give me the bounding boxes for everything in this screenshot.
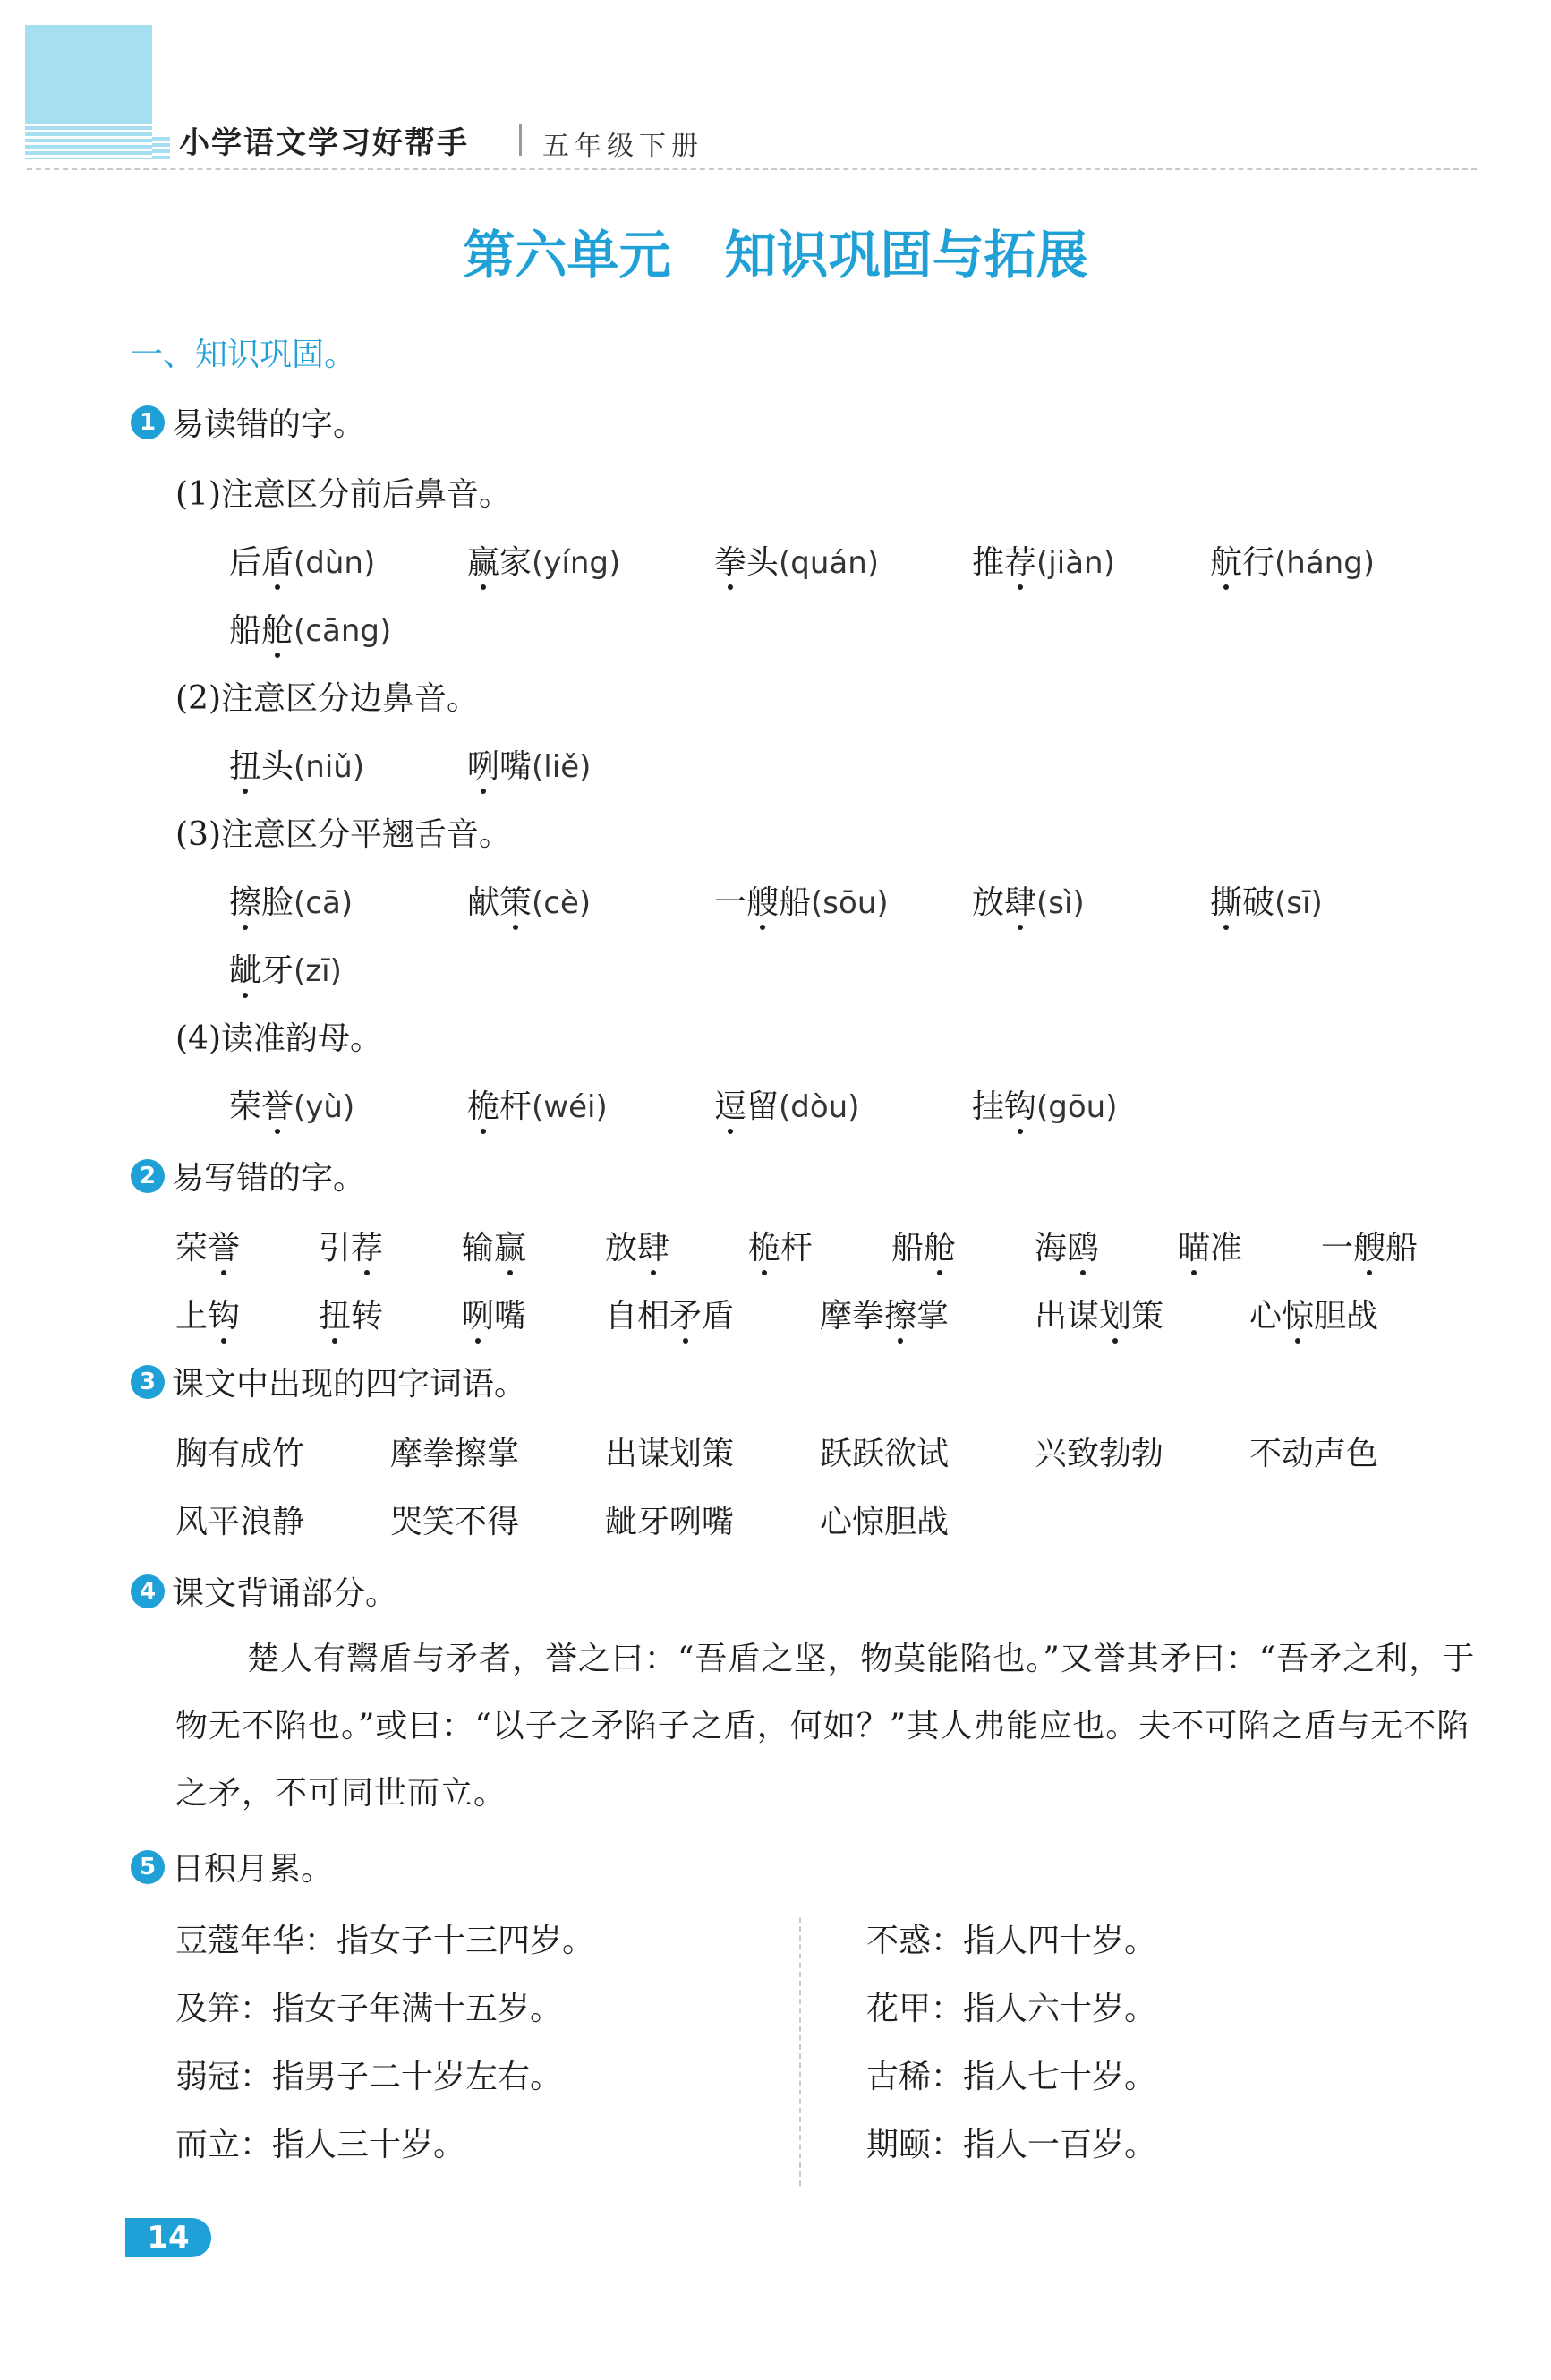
pinyin-word: 推荐(jiàn) [972,544,1115,581]
pinyin-word: 放肆(sì) [972,884,1085,921]
pinyin: (cè) [532,885,592,921]
question-number-badge: 2 [131,1159,165,1193]
pinyin-word: 咧嘴(liě) [467,748,592,785]
question-number-badge: 5 [131,1850,165,1884]
pinyin: (yù) [294,1089,355,1125]
emphasis-char: 艘 [746,884,780,921]
age-term: 期颐：指人一百岁。 [866,2127,1157,2163]
book-title: 小学语文学习好帮手 [179,125,469,161]
recitation-passage: 楚人有鬻盾与矛者，誉之曰：“吾盾之坚，物莫能陷也。”又誉其矛曰：“吾矛之利，于物无不陷也。”或曰：“以子之矛陷子之盾，何如？”其人弗能应也。夫不可陷之盾与无不陷之矛，不可同世而立。 [175,1641,1476,1812]
book-grade: 五年级下册 [542,131,703,162]
emphasis-char: 荐 [1004,544,1037,581]
word: 摩拳擦掌 [820,1298,950,1335]
question-5-heading [131,1844,333,1889]
word: 自相矛盾 [605,1298,735,1335]
emphasis-char: 航 [1210,544,1243,581]
column-divider [799,1917,801,2186]
pinyin-row [0,741,1551,786]
pinyin: (dùn) [294,545,376,581]
question-title: 日积月累。 [172,1851,334,1888]
emphasis-char: 桅 [748,1230,781,1267]
word: 上钩 [175,1298,241,1335]
unit-title-number: 第六单元 [463,225,671,286]
question-number-badge: 1 [131,405,165,439]
pinyin-word: 撕破(sī) [1210,884,1323,921]
question-title: 课文背诵部分。 [172,1575,398,1612]
idiom: 风平浪静 [175,1504,305,1540]
age-term: 不惑：指人四十岁。 [866,1923,1157,1959]
header-stripes-tail [152,134,170,159]
word: 输赢 [462,1230,527,1267]
pinyin: (gōu) [1036,1089,1118,1125]
pinyin: (jiàn) [1036,545,1115,581]
pinyin: (cāng) [294,613,392,649]
subsection-heading: (1)注意区分前后鼻音。 [175,476,511,513]
age-term: 花甲：指人六十岁。 [866,1991,1157,2027]
idiom: 出谋划策 [605,1436,735,1472]
emphasis-char: 肆 [1004,884,1037,921]
age-term: 豆蔻年华：指女子十三四岁。 [175,1923,595,1959]
emphasis-char: 龇 [229,952,262,989]
idiom: 摩拳擦掌 [390,1436,520,1472]
emphasis-char: 艘 [1353,1230,1386,1267]
question-1-heading [131,399,365,445]
word: 放肆 [605,1230,670,1267]
pinyin: (sī) [1274,885,1323,921]
word: 桅杆 [748,1230,814,1267]
emphasis-char: 钩 [1004,1088,1037,1125]
question-2-heading [131,1153,365,1199]
emphasis-char: 誉 [208,1230,241,1267]
idiom: 胸有成竹 [175,1436,305,1472]
page-number: 14 [125,2218,211,2257]
emphasis-char: 瞄 [1178,1230,1211,1267]
pinyin: (quán) [779,545,880,581]
word: 船舱 [891,1230,957,1267]
word: 引荐 [319,1230,384,1267]
word: 荣誉 [175,1230,241,1267]
emphasis-char: 扭 [319,1298,352,1335]
subsection-heading: (4)读准韵母。 [175,1020,382,1057]
pinyin: (cā) [294,885,354,921]
pinyin-word: 拳头(quán) [714,544,880,581]
header-divider [27,168,1477,170]
unit-title [0,213,1551,288]
pinyin-row [0,877,1551,922]
emphasis-char: 鸥 [1067,1230,1100,1267]
pinyin: (wéi) [532,1089,608,1125]
pinyin-word: 龇牙(zī) [229,952,342,989]
age-term: 古稀：指人七十岁。 [866,2059,1157,2095]
emphasis-char: 钩 [208,1298,241,1335]
emphasis-char: 策 [499,884,533,921]
question-title: 易读错的字。 [172,406,366,443]
question-title: 课文中出现的四字词语。 [172,1366,527,1403]
pinyin-word: 航行(háng) [1210,544,1376,581]
emphasis-char: 舱 [261,612,294,649]
emphasis-char: 桅 [467,1088,500,1125]
word: 出谋划策 [1035,1298,1164,1335]
word-row [0,1291,1551,1335]
idiom: 跃跃欲试 [820,1436,950,1472]
emphasis-char: 咧 [467,748,500,785]
emphasis-char: 誉 [261,1088,294,1125]
pinyin-word: 荣誉(yù) [229,1088,355,1125]
pinyin-row [0,605,1551,650]
question-4-heading [131,1568,397,1614]
emphasis-char: 盾 [261,544,294,581]
pinyin: (sōu) [811,885,889,921]
word: 心惊胆战 [1249,1298,1379,1335]
emphasis-char: 咧 [462,1298,495,1335]
pinyin: (dòu) [779,1089,860,1125]
word-row [0,1223,1551,1267]
emphasis-char: 擦 [229,884,262,921]
pinyin-word: 桅杆(wéi) [467,1088,608,1125]
emphasis-char: 舱 [924,1230,957,1267]
word: 瞄准 [1178,1230,1243,1267]
pinyin-word: 逗留(dòu) [714,1088,860,1125]
pinyin-word: 挂钩(gōu) [972,1088,1118,1125]
emphasis-char: 拳 [714,544,747,581]
emphasis-char: 惊 [1282,1298,1315,1335]
subsection-heading: (3)注意区分平翘舌音。 [175,816,511,853]
idiom: 不动声色 [1249,1436,1379,1472]
pinyin-word: 船舱(cāng) [229,612,392,649]
emphasis-char: 肆 [637,1230,670,1267]
emphasis-char: 矛 [669,1298,703,1335]
pinyin: (sì) [1036,885,1085,921]
emphasis-char: 划 [1099,1298,1132,1335]
question-title: 易写错的字。 [172,1160,366,1197]
emphasis-char: 赢 [467,544,500,581]
pinyin-word: 擦脸(cā) [229,884,354,921]
idiom-row [0,1497,1551,1541]
pinyin-word: 一艘船(sōu) [714,884,889,921]
pinyin-word: 献策(cè) [467,884,592,921]
pinyin-row [0,537,1551,582]
emphasis-char: 撕 [1210,884,1243,921]
idiom: 心惊胆战 [820,1504,950,1540]
subsection-heading: (2)注意区分边鼻音。 [175,680,479,717]
header-separator [519,124,522,156]
pinyin: (háng) [1274,545,1376,581]
idiom: 龇牙咧嘴 [605,1504,735,1540]
age-term: 弱冠：指男子二十岁左右。 [175,2059,563,2095]
word: 海鸥 [1035,1230,1100,1267]
idiom-row [0,1429,1551,1473]
word: 扭转 [319,1298,384,1335]
age-term: 及笄：指女子年满十五岁。 [175,1991,563,2027]
word: 一艘船 [1321,1230,1419,1267]
emphasis-char: 扭 [229,748,262,785]
age-term: 而立：指人三十岁。 [175,2127,466,2163]
emphasis-char: 逗 [714,1088,747,1125]
emphasis-char: 赢 [494,1230,527,1267]
idiom: 兴致勃勃 [1035,1436,1164,1472]
pinyin-word: 扭头(niǔ) [229,748,365,785]
question-3-heading [131,1359,526,1404]
question-number-badge: 3 [131,1365,165,1399]
section-heading: 一、知识巩固。 [131,337,357,373]
header-stripes [25,124,152,159]
pinyin: (yíng) [532,545,621,581]
emphasis-char: 荐 [351,1230,384,1267]
idiom: 哭笑不得 [390,1504,520,1540]
pinyin: (niǔ) [294,749,365,785]
pinyin: (zī) [294,953,342,989]
pinyin-row [0,945,1551,990]
pinyin-word: 赢家(yíng) [467,544,621,581]
pinyin-row [0,1081,1551,1126]
pinyin: (liě) [532,749,592,785]
unit-title-topic: 知识巩固与拓展 [724,225,1088,286]
question-number-badge: 4 [131,1574,165,1608]
word: 咧嘴 [462,1298,527,1335]
emphasis-char: 擦 [884,1298,917,1335]
pinyin-word: 后盾(dùn) [229,544,376,581]
